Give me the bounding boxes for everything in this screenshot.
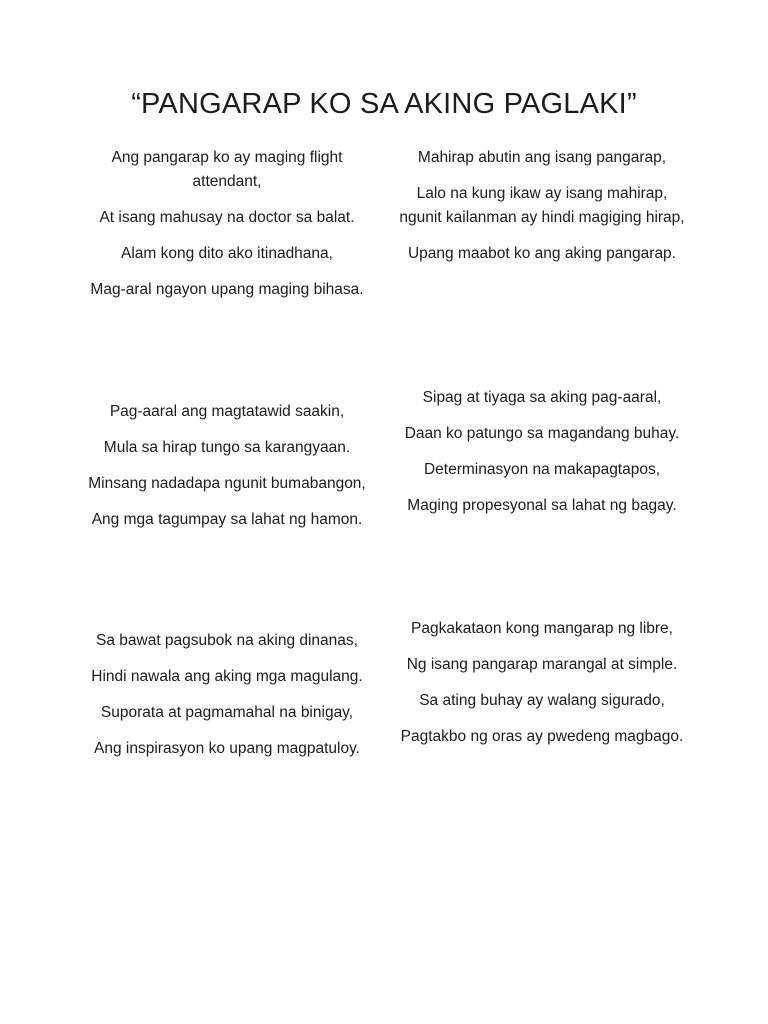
poem-line: Pagtakbo ng oras ay pwedeng magbago. [400,728,684,745]
stanza-left-3 [82,629,372,773]
stanza-left-1 [82,146,372,314]
stanza-left-2 [82,400,372,544]
stanza-right-1 [397,146,687,278]
poem-line: Suporata at pagmamahal na binigay, [100,704,354,721]
poem-line: Pagkakataon kong mangarap ng libre, [411,620,673,637]
poem-line: Pag-aaral ang magtatawid saakin, [109,403,345,420]
poem-line: Ang inspirasyon ko upang magpatuloy. [94,740,360,757]
poem-line: Sa bawat pagsubok na aking dinanas, [96,632,358,649]
stanza-right-3 [397,617,687,761]
poem-line: Ng isang pangarap marangal at simple. [406,656,678,673]
poem-line: Mag-aral ngayon upang maging bihasa. [90,281,364,298]
poem-line: Daan ko patungo sa magandang buhay. [404,425,680,442]
poem-line: Hindi nawala ang aking mga magulang. [91,668,363,685]
poem-line: Maging propesyonal sa lahat ng bagay. [407,497,677,514]
poem-line: At isang mahusay na doctor sa balat. [99,209,355,226]
stanza-right-2 [397,386,687,530]
poem-line: Sa ating buhay ay walang sigurado, [419,692,665,709]
poem-line: Mahirap abutin ang isang pangarap, [417,149,667,166]
poem-line: Mula sa hirap tungo sa karangyaan. [103,439,351,456]
poem-line: Minsang nadadapa ngunit bumabangon, [88,475,366,492]
poem-title: “PANGARAP KO SA AKING PAGLAKI” [131,88,637,120]
poem-line: Sipag at tiyaga sa aking pag-aaral, [422,389,662,406]
poem-line: Determinasyon na makapagtapos, [423,461,661,478]
poem-line: Upang maabot ko ang aking pangarap. [407,245,676,262]
poem-line: Lalo na kung ikaw ay isang mahirap, ngunit kailanman ay hindi magiging hirap, [399,185,685,226]
poem-line: Ang mga tagumpay sa lahat ng hamon. [91,511,363,528]
poem-line: Alam kong dito ako itinadhana, [121,245,333,262]
poem-line: Ang pangarap ko ay maging flight attendant, [111,149,343,190]
